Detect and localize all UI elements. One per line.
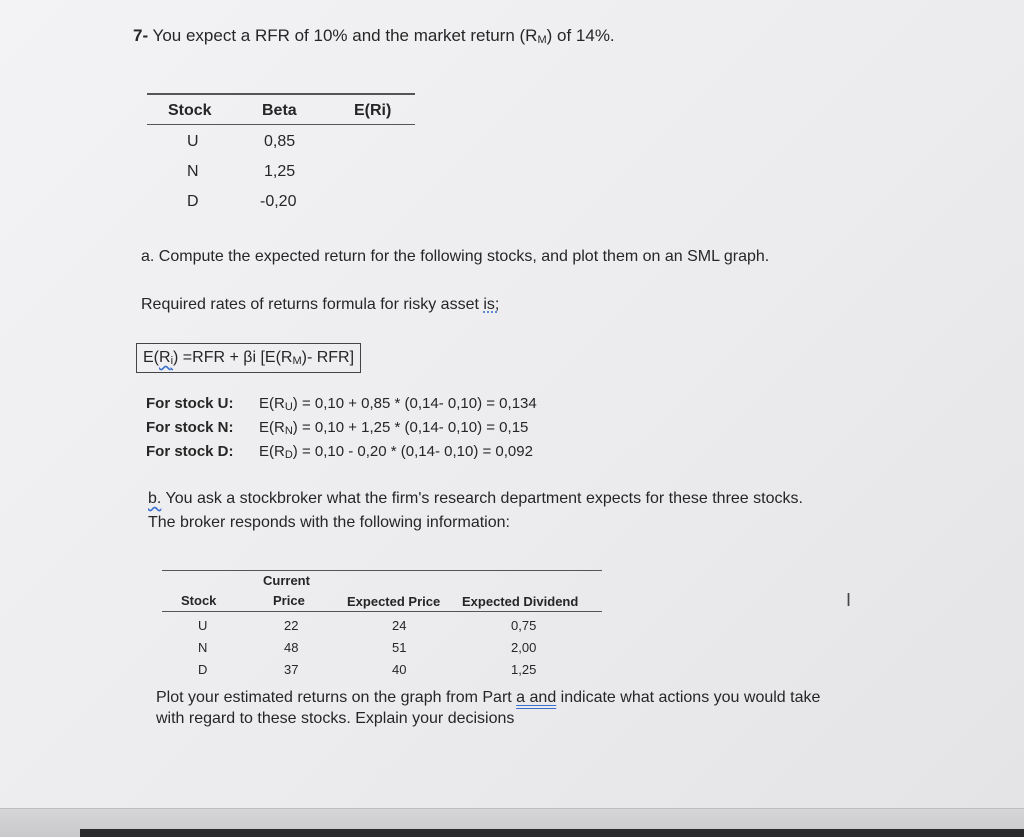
calc-label: For stock D: — [146, 443, 234, 460]
calc-sub: N — [284, 425, 293, 437]
calc-post: ) = 0,10 + 1,25 * (0,14- 0,10) = 0,15 — [292, 419, 529, 436]
required-text-end: is; — [483, 296, 500, 313]
table2-current-u: 22 — [284, 618, 299, 633]
part-a-prompt: a. Compute the expected return for the following stocks, and plot them on an SML graph. — [141, 248, 770, 265]
calc-pre: E(R — [259, 395, 285, 412]
formula-ri — [159, 349, 173, 366]
table2-dividend-n: 2,00 — [511, 640, 537, 655]
screen-bottom-edge — [0, 808, 1024, 837]
table1-stock-d: D — [187, 193, 199, 210]
required-formula-text — [141, 296, 499, 314]
table2-expected-price-u: 24 — [392, 618, 407, 633]
formula-part: )- RFR] — [301, 349, 355, 366]
calc-sub: U — [284, 401, 293, 413]
table2-dividend-d: 1,25 — [511, 662, 537, 677]
table2-header-stock: Stock — [181, 593, 217, 608]
calc-label: For stock U: — [146, 395, 234, 412]
calc-pre: E(R — [259, 419, 285, 436]
table2-expected-price-n: 51 — [392, 640, 407, 655]
formula-r: R — [159, 349, 171, 366]
text-cursor-icon: I — [846, 590, 852, 610]
calc-line-u — [146, 395, 537, 412]
table1-header-eri: E(Ri) — [354, 102, 392, 119]
part-b-line2: The broker responds with the following information: — [148, 514, 510, 531]
table2-dividend-u: 0,75 — [511, 618, 537, 633]
closing-line1 — [156, 689, 820, 707]
closing-text-end: indicate what actions you would take — [556, 689, 821, 706]
formula-box — [136, 343, 361, 373]
table2-stock-n: N — [198, 640, 208, 655]
table2-header-expected-dividend: Expected Dividend — [462, 594, 579, 609]
table1-beta-d: -0,20 — [260, 193, 297, 210]
closing-text: Plot your estimated returns on the graph from Part — [156, 689, 517, 706]
formula-part: ) =RFR + βi [E(R — [173, 349, 293, 366]
calc-line-n — [146, 419, 528, 436]
formula-i: i — [170, 355, 174, 367]
table1-top-rule — [147, 93, 415, 95]
table2-stock-u: U — [198, 618, 208, 633]
table2-header-expected-price: Expected Price — [347, 594, 441, 609]
title-text: You expect a RFR of 10% and the market return (R — [152, 26, 538, 45]
title-end: ) of 14%. — [546, 26, 615, 45]
table1-beta-u: 0,85 — [264, 133, 296, 150]
table1-header-rule — [147, 124, 415, 125]
table1-header-beta: Beta — [262, 102, 297, 119]
calc-sub: D — [284, 449, 293, 461]
table2-header-current-top: Current — [263, 573, 310, 588]
table1-stock-n: N — [187, 163, 199, 180]
title-sub: M — [537, 34, 547, 46]
closing-line2: with regard to these stocks. Explain your decisions — [156, 710, 515, 727]
table2-top-rule — [162, 570, 602, 571]
table1-beta-n: 1,25 — [264, 163, 296, 180]
table1-header-stock: Stock — [168, 102, 212, 119]
formula-m: M — [292, 355, 302, 367]
table2-current-n: 48 — [284, 640, 299, 655]
table2-current-d: 37 — [284, 662, 299, 677]
calc-label: For stock N: — [146, 419, 234, 436]
part-b-text: You ask a stockbroker what the firm's research department expects for these three stocks. — [165, 490, 803, 507]
calc-post: ) = 0,10 + 0,85 * (0,14- 0,10) = 0,134 — [292, 395, 537, 412]
table2-header-rule — [162, 611, 602, 612]
closing-part-ref: a and — [516, 689, 557, 706]
table2-stock-d: D — [198, 662, 208, 677]
part-b-line1 — [148, 490, 803, 508]
calc-post: ) = 0,10 - 0,20 * (0,14- 0,10) = 0,092 — [292, 443, 533, 460]
question-number: 7- — [133, 26, 149, 45]
formula-part: E( — [143, 349, 159, 366]
table2-header-current-bottom: Price — [273, 593, 305, 608]
calc-pre: E(R — [259, 443, 285, 460]
calc-line-d — [146, 443, 533, 460]
table2-expected-price-d: 40 — [392, 662, 407, 677]
question-title — [133, 26, 615, 46]
part-b-marker: b. — [148, 490, 162, 507]
table1-stock-u: U — [187, 133, 199, 150]
required-text: Required rates of returns formula for risky asset — [141, 296, 484, 313]
